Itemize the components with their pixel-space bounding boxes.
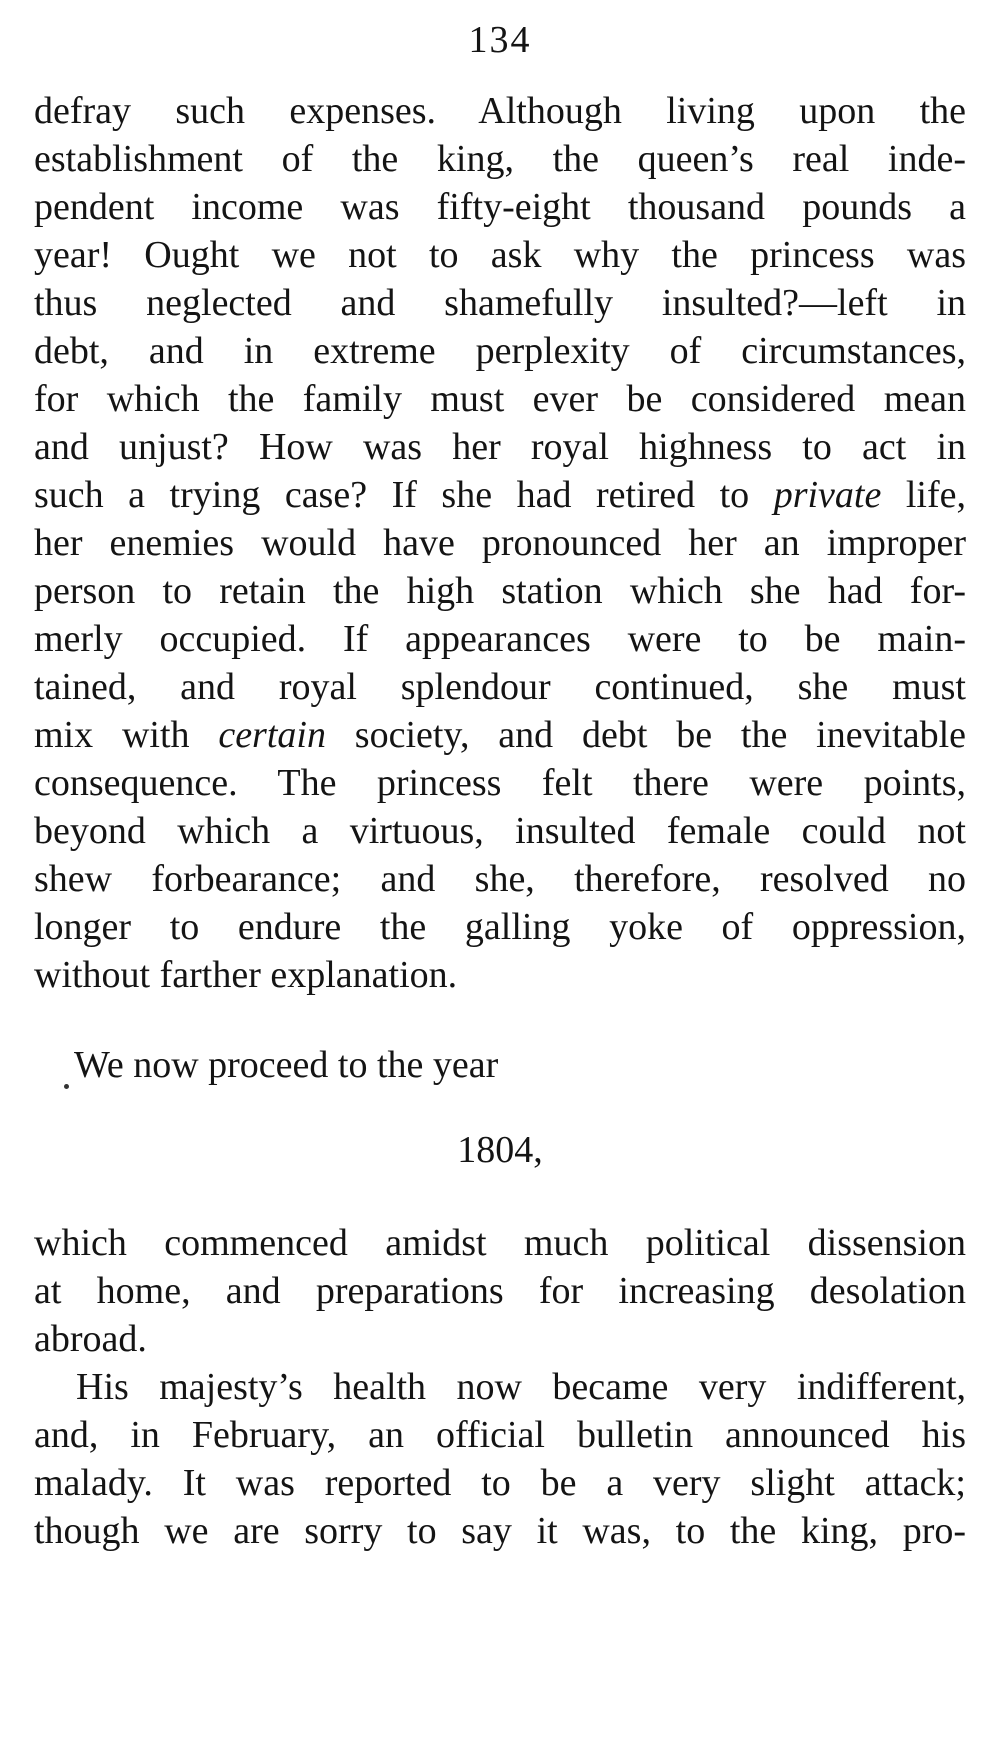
text-segment: society, and debt be the inevitable xyxy=(325,714,966,756)
text-line: defray such expenses. Although living upon the xyxy=(34,90,966,132)
text-line: shew forbearance; and she, therefore, resolved no xyxy=(34,858,966,900)
ink-speck xyxy=(64,1084,69,1089)
text-line: person to retain the high station which she had for- xyxy=(34,570,966,612)
text-line: debt, and in extreme perplexity of circumstances, xyxy=(34,330,966,372)
text-line: at home, and preparations for increasing desolation xyxy=(34,1270,966,1312)
text-segment: such a trying case? If she had retired to xyxy=(34,474,774,516)
text-line: which commenced amidst much political dissension xyxy=(34,1222,966,1264)
text-line: her enemies would have pronounced her an improper xyxy=(34,522,966,564)
italic-word: certain xyxy=(218,714,326,756)
page-number: 134 xyxy=(468,19,532,61)
text-segment: mix with xyxy=(34,714,219,756)
text-line: though we are sorry to say it was, to the king, pro- xyxy=(34,1510,966,1552)
italic-word: private xyxy=(773,474,882,516)
text-line: beyond which a virtuous, insulted female could not xyxy=(34,810,966,852)
text-segment: life, xyxy=(881,474,966,516)
text-line: tained, and royal splendour continued, she must xyxy=(34,666,966,708)
year-heading: 1804, xyxy=(457,1129,543,1171)
text-line: and, in February, an official bulletin announced his xyxy=(34,1414,966,1456)
text-line: and unjust? How was her royal highness to act in xyxy=(34,426,966,468)
text-line: pendent income was fifty-eight thousand pounds a xyxy=(34,186,966,228)
text-line: malady. It was reported to be a very slight attack; xyxy=(34,1462,966,1504)
text-line: without farther explanation. xyxy=(34,954,458,996)
text-line: thus neglected and shamefully insulted?—left in xyxy=(34,282,966,324)
text-line: consequence. The princess felt there were points, xyxy=(34,762,966,804)
text-line: longer to endure the galling yoke of oppression, xyxy=(34,906,966,948)
text-line xyxy=(34,470,966,520)
text-line: His majesty’s health now became very indifferent, xyxy=(76,1366,966,1408)
text-line: establishment of the king, the queen’s real inde- xyxy=(34,138,966,180)
text-line: for which the family must ever be considered mean xyxy=(34,378,966,420)
intro-line: We now proceed to the year xyxy=(74,1044,499,1086)
text-line: year! Ought we not to ask why the princess was xyxy=(34,234,966,276)
text-line: abroad. xyxy=(34,1318,147,1360)
text-line: merly occupied. If appearances were to be main- xyxy=(34,618,966,660)
text-line xyxy=(34,710,966,760)
